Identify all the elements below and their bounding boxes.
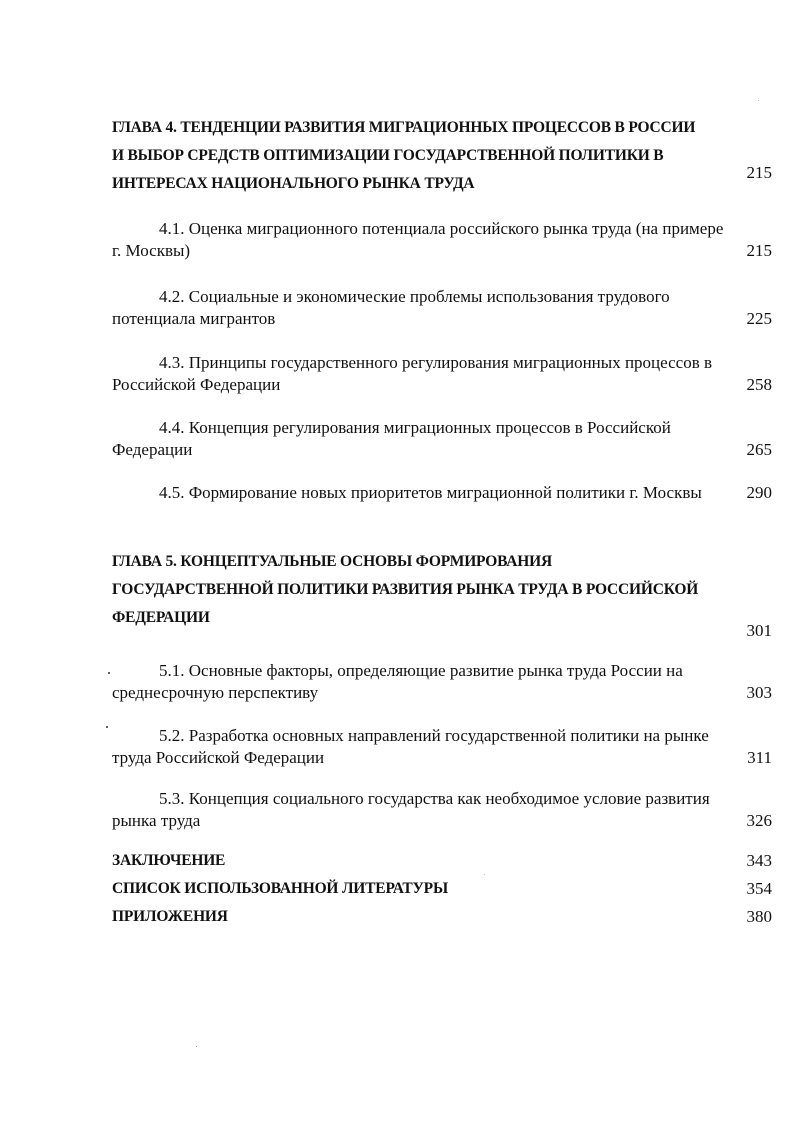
- toc-page-number: 265: [746, 440, 772, 459]
- toc-section-title: 4.3. Принципы государственного регулирования миграционных процессов в Российской Федерации: [112, 353, 713, 394]
- toc-final-title: ПРИЛОЖЕНИЯ: [112, 908, 228, 925]
- toc-entry-section-5-2: [112, 725, 772, 769]
- toc-page-number: 290: [746, 483, 772, 502]
- toc-final-title: СПИСОК ИСПОЛЬЗОВАННОЙ ЛИТЕРАТУРЫ: [112, 880, 448, 897]
- scan-speck: [484, 874, 485, 875]
- toc-entry-chapter-4: [112, 114, 772, 198]
- toc-section-title: 4.1. Оценка миграционного потенциала российского рынка труда (на примере г. Москвы): [112, 219, 724, 260]
- toc-section-title: 5.3. Концепция социального государства как необходимое условие развития рынка труда: [112, 789, 710, 830]
- toc-section-title: 4.4. Концепция регулирования миграционных процессов в Российской Федерации: [112, 418, 671, 459]
- toc-page-number: 326: [746, 811, 772, 830]
- toc-entry-section-4-3: [112, 352, 772, 396]
- toc-page-number: 301: [746, 621, 772, 640]
- toc-entry-section-4-1: [112, 218, 772, 262]
- toc-page-number: 303: [746, 683, 772, 702]
- toc-entry-section-5-1: [112, 660, 772, 704]
- scan-speck: [108, 672, 110, 674]
- toc-section-title: 4.5. Формирование новых приоритетов миграционной политики г. Москвы: [159, 483, 702, 502]
- toc-chapter-title: ГЛАВА 5. КОНЦЕПТУАЛЬНЫЕ ОСНОВЫ ФОРМИРОВАНИЯ ГОСУДАРСТВЕННОЙ ПОЛИТИКИ РАЗВИТИЯ РЫНКА ТРУДА В РОССИЙСКОЙ ФЕДЕРАЦИИ: [112, 553, 699, 626]
- toc-section-title: 4.2. Социальные и экономические проблемы использования трудового потенциала мигрантов: [112, 287, 670, 328]
- toc-page-number: 354: [746, 879, 772, 898]
- toc-page-number: 311: [747, 748, 772, 767]
- toc-page-number: 258: [746, 375, 772, 394]
- scan-speck: [758, 100, 759, 101]
- toc-section-title: 5.1. Основные факторы, определяющие развитие рынка труда России на среднесрочную перспективу: [112, 661, 683, 702]
- toc-entry-conclusion: [112, 851, 772, 871]
- toc-page-number: 380: [746, 907, 772, 926]
- toc-entry-section-4-4: [112, 417, 772, 461]
- toc-final-title: ЗАКЛЮЧЕНИЕ: [112, 852, 226, 869]
- toc-page-number: 215: [746, 241, 772, 260]
- toc-entry-section-4-2: [112, 286, 772, 330]
- toc-entry-appendices: [112, 907, 772, 927]
- scan-speck: [106, 726, 108, 728]
- toc-section-title: 5.2. Разработка основных направлений государственной политики на рынке труда Российской Федерации: [112, 726, 709, 767]
- toc-entry-section-5-3: [112, 788, 772, 832]
- toc-chapter-title: ГЛАВА 4. ТЕНДЕНЦИИ РАЗВИТИЯ МИГРАЦИОННЫХ ПРОЦЕССОВ В РОССИИ И ВЫБОР СРЕДСТВ ОПТИМИЗАЦИИ ГОСУДАРСТВЕННОЙ ПОЛИТИКИ В ИНТЕРЕСАХ НАЦИОНАЛЬНОГО РЫНКА ТРУДА: [112, 119, 696, 192]
- toc-entry-bibliography: [112, 879, 772, 899]
- toc-page-number: 225: [746, 309, 772, 328]
- toc-entry-chapter-5: [112, 548, 772, 640]
- toc-page-number: 343: [746, 851, 772, 870]
- toc-entry-section-4-5: [112, 482, 772, 504]
- scan-speck: [196, 1046, 197, 1047]
- toc-page-number: 215: [746, 163, 772, 182]
